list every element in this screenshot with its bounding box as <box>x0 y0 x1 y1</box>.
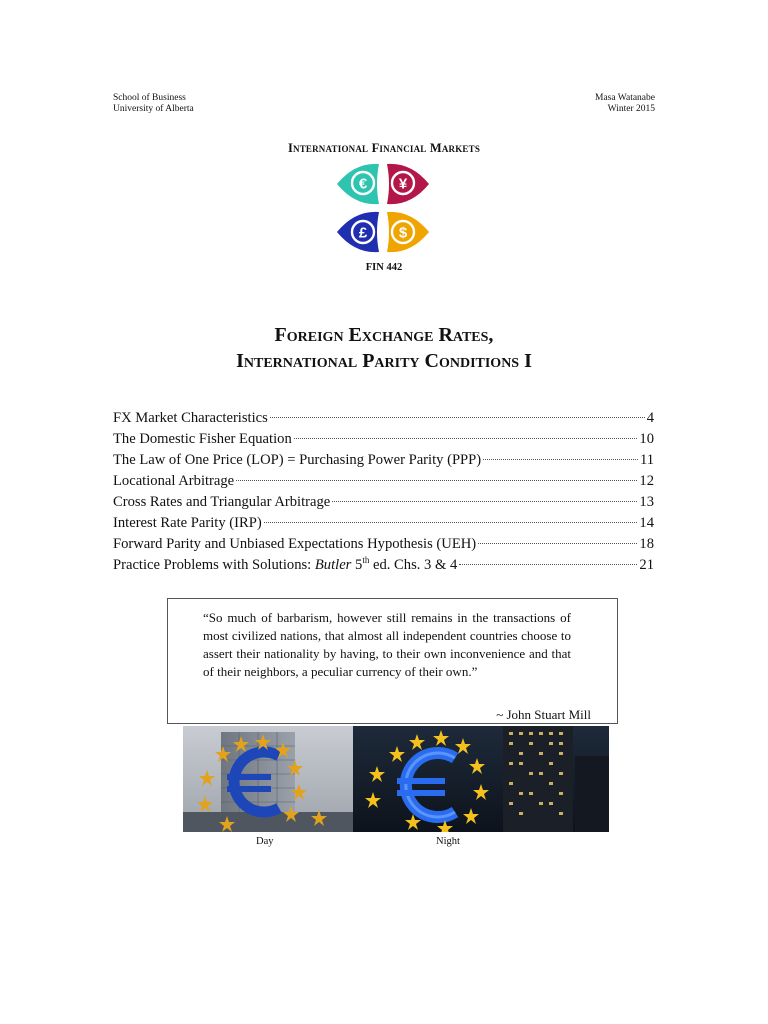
pound-emblem <box>337 212 379 252</box>
day-caption: Day <box>256 836 274 847</box>
euro-sculpture-night-photo <box>353 726 609 832</box>
toc-leader <box>483 459 638 460</box>
toc-entry-page: 14 <box>639 515 654 531</box>
document-title-line1: Foreign Exchange Rates, <box>274 324 494 346</box>
euro-sculpture-day-photo <box>183 726 353 832</box>
toc-entry-label <box>113 555 457 576</box>
toc-entry-label: Cross Rates and Triangular Arbitrage <box>113 494 331 510</box>
quote-author: ~ John Stuart Mill <box>496 707 591 722</box>
course-code: FIN 442 <box>365 262 403 273</box>
toc-entry-page: 10 <box>639 431 654 447</box>
currency-logo <box>333 160 433 256</box>
toc-entry-page: 18 <box>639 536 654 552</box>
toc-entry[interactable] <box>113 555 654 576</box>
night-caption: Night <box>436 836 460 847</box>
toc-entry[interactable] <box>113 450 654 471</box>
toc-leader <box>459 564 637 565</box>
dollar-emblem <box>387 212 429 252</box>
toc-entry[interactable] <box>113 492 654 513</box>
header-school: School of Business <box>113 93 186 103</box>
toc-leader <box>264 522 638 523</box>
toc-entry-label: FX Market Characteristics <box>113 410 268 426</box>
toc-entry-label: The Law of One Price (LOP) = Purchasing Power Parity (PPP) <box>113 452 482 468</box>
quote-text: “So much of barbarism, however still remains in the transactions of most civilized nations, that almost all independent countries choose to assert their nationality by having, to their own inconvenience and that of their neighbors, a peculiar currency of their own.” <box>203 610 571 679</box>
toc-entry[interactable] <box>113 534 654 555</box>
toc-entry-page: 11 <box>639 452 654 468</box>
toc-label-author: Butler <box>314 557 352 573</box>
yen-symbol: ¥ <box>398 175 408 193</box>
dollar-symbol: $ <box>398 224 408 242</box>
euro-symbol: € <box>358 175 368 193</box>
yen-emblem <box>387 164 429 204</box>
header-author-term <box>595 93 655 115</box>
toc-entry[interactable] <box>113 513 654 534</box>
document-title <box>0 322 768 374</box>
document-title-line2: International Parity Conditions I <box>236 350 532 372</box>
toc-entry-page: 21 <box>639 557 654 573</box>
header-term: Winter 2015 <box>607 104 655 114</box>
toc-entry-page: 12 <box>639 473 654 489</box>
quote-box <box>167 598 618 724</box>
toc-entry[interactable] <box>113 408 654 429</box>
toc-leader <box>294 438 638 439</box>
toc-entry-page: 13 <box>639 494 654 510</box>
toc-label-ordinal: th <box>362 555 370 566</box>
toc-entry-label: Locational Arbitrage <box>113 473 235 489</box>
toc-leader <box>236 480 637 481</box>
toc-entry[interactable] <box>113 429 654 450</box>
toc-entry[interactable] <box>113 471 654 492</box>
pound-symbol: £ <box>358 224 368 242</box>
toc-label-prefix: Practice Problems with Solutions: <box>113 557 315 573</box>
course-title: International Financial Markets <box>287 141 481 155</box>
toc-entry-page: 4 <box>646 410 654 426</box>
toc-label-edition: 5 <box>351 557 363 573</box>
header-institution <box>113 93 194 115</box>
toc-entry-label: The Domestic Fisher Equation <box>113 431 292 447</box>
euro-emblem <box>337 164 379 204</box>
toc-leader <box>478 543 637 544</box>
header-university: University of Alberta <box>113 104 194 114</box>
toc-entry-label: Interest Rate Parity (IRP) <box>113 515 262 531</box>
toc-leader <box>332 501 637 502</box>
toc-entry-label: Forward Parity and Unbiased Expectations Hypothesis (UEH) <box>113 536 477 552</box>
table-of-contents <box>113 408 654 576</box>
header-author: Masa Watanabe <box>595 93 655 103</box>
toc-leader <box>270 417 645 418</box>
toc-label-suffix: ed. Chs. 3 & 4 <box>369 557 458 573</box>
